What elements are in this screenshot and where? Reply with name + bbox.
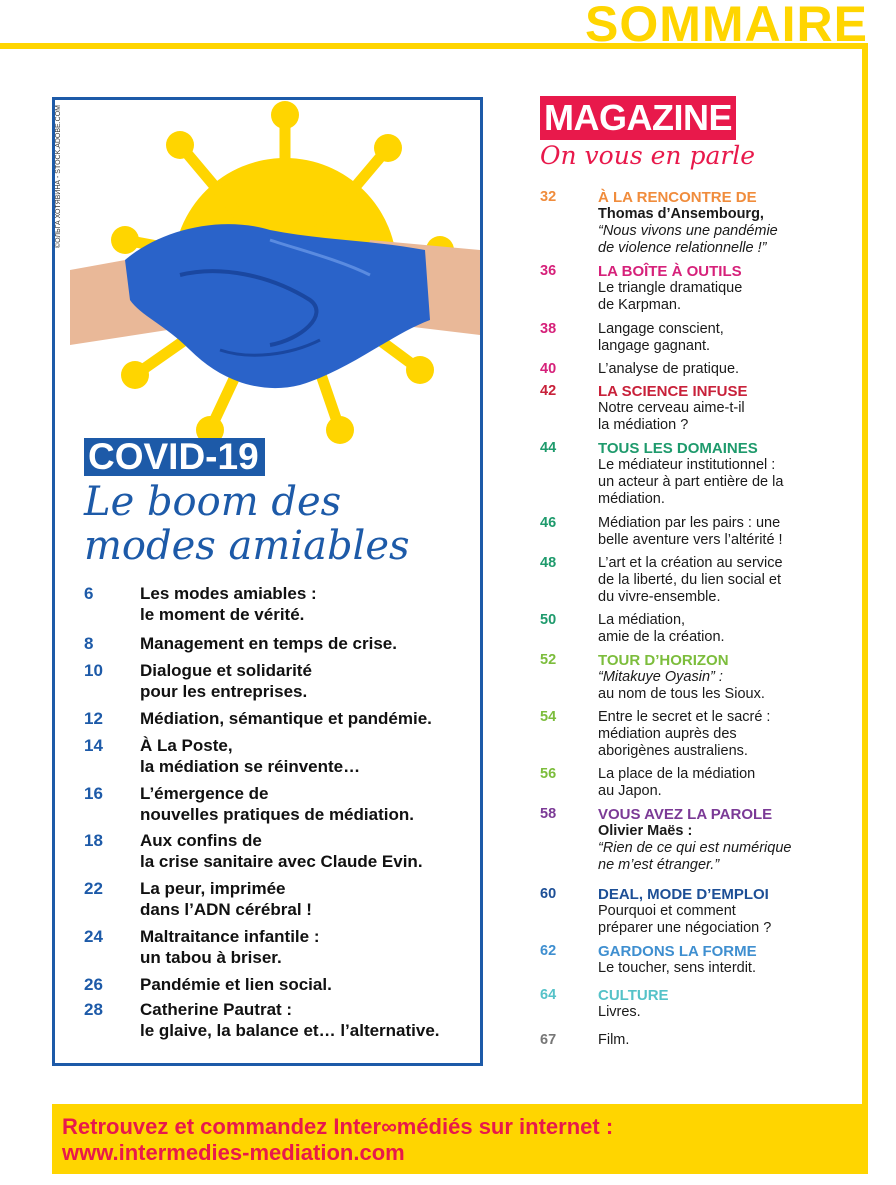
toc-entry-title xyxy=(140,660,480,702)
toc-entry-line: Le toucher, sens interdit. xyxy=(598,960,756,976)
covid-toc-entry[interactable] xyxy=(84,830,484,872)
toc-entry-line: Notre cerveau aime-t-il xyxy=(598,400,745,416)
toc-entry-title xyxy=(140,974,480,995)
toc-entry-line: Pourquoi et comment xyxy=(598,903,736,919)
covid-toc-entry[interactable] xyxy=(84,660,484,702)
toc-entry-line: Olivier Maës : xyxy=(598,823,693,839)
toc-entry-line: La médiation, xyxy=(598,612,686,628)
toc-entry-line: Management en temps de crise. xyxy=(140,634,397,653)
magazine-toc-entry[interactable] xyxy=(540,806,860,874)
magazine-toc-entry[interactable] xyxy=(540,886,860,937)
toc-entry-body xyxy=(598,321,860,355)
toc-entry-line: nouvelles pratiques de médiation. xyxy=(140,805,414,824)
toc-page-number: 6 xyxy=(84,584,94,603)
magazine-toc-entry[interactable] xyxy=(540,440,860,508)
covid-toc-entry[interactable] xyxy=(84,926,484,968)
toc-page-number: 62 xyxy=(540,943,557,959)
toc-section-heading: CULTURE xyxy=(598,987,669,1004)
magazine-subtitle: On vous en parle xyxy=(540,141,756,170)
toc-page-number: 54 xyxy=(540,709,557,725)
toc-entry-line: du vivre-ensemble. xyxy=(598,589,721,605)
toc-page-number: 36 xyxy=(540,263,557,279)
covid-toc-entry[interactable] xyxy=(84,878,484,920)
toc-page-number: 38 xyxy=(540,321,557,337)
toc-entry-body xyxy=(598,1032,860,1049)
covid-toc-entry[interactable] xyxy=(84,999,484,1041)
toc-entry-title xyxy=(140,783,480,825)
toc-page-number: 22 xyxy=(84,879,103,898)
toc-entry-body xyxy=(598,612,860,646)
toc-entry-body xyxy=(598,886,860,937)
toc-entry-body xyxy=(598,709,860,760)
magazine-toc-entry[interactable] xyxy=(540,263,860,314)
toc-page-number: 46 xyxy=(540,515,557,531)
toc-entry-line: préparer une négociation ? xyxy=(598,920,772,936)
toc-entry-body xyxy=(598,555,860,606)
toc-entry-line: au Japon. xyxy=(598,783,662,799)
magazine-label: MAGAZINE xyxy=(540,96,736,140)
toc-entry-body xyxy=(598,515,860,549)
toc-entry-line: la médiation se réinvente… xyxy=(140,757,361,776)
toc-entry-line: L’art et la création au service xyxy=(598,555,783,571)
toc-entry-line: Catherine Pautrat : xyxy=(140,1000,293,1019)
toc-section-heading: DEAL, MODE D’EMPLOI xyxy=(598,886,769,903)
magazine-toc-entry[interactable] xyxy=(540,515,860,549)
toc-entry-line: Aux confins de xyxy=(140,831,262,850)
toc-page-number: 14 xyxy=(84,736,103,755)
covid-subtitle-line: Le boom des xyxy=(84,479,342,525)
toc-page-number: 64 xyxy=(540,987,557,1003)
toc-page-number: 12 xyxy=(84,709,103,728)
virus-handshake-illustration xyxy=(70,100,480,445)
covid-toc-entry[interactable] xyxy=(84,735,484,777)
toc-entry-line: médiation. xyxy=(598,491,665,507)
toc-entry-line: “Rien de ce qui est numérique xyxy=(598,840,792,856)
toc-entry-body xyxy=(598,189,860,257)
magazine-toc-entry[interactable] xyxy=(540,555,860,606)
toc-entry-line: belle aventure vers l’altérité ! xyxy=(598,532,783,548)
covid-toc-entry[interactable] xyxy=(84,708,484,729)
toc-entry-line: un tabou à briser. xyxy=(140,948,282,967)
toc-page-number: 50 xyxy=(540,612,557,628)
toc-entry-title xyxy=(140,583,480,625)
toc-entry-line: “Nous vivons une pandémie xyxy=(598,223,778,239)
toc-entry-line: Thomas d’Ansembourg, xyxy=(598,206,764,222)
toc-entry-line: Pandémie et lien social. xyxy=(140,975,332,994)
toc-page-number: 67 xyxy=(540,1032,557,1048)
toc-entry-line: L’analyse de pratique. xyxy=(598,361,740,377)
toc-entry-body xyxy=(598,943,860,977)
toc-entry-line: dans l’ADN cérébral ! xyxy=(140,900,312,919)
photo-credit xyxy=(55,105,67,305)
magazine-toc-entry[interactable] xyxy=(540,383,860,434)
toc-entry-line: de la liberté, du lien social et xyxy=(598,572,781,588)
toc-entry-title xyxy=(140,878,480,920)
magazine-toc-entry[interactable] xyxy=(540,612,860,646)
footer-text: Retrouvez et commandez Inter∞médiés sur internet : xyxy=(62,1114,614,1139)
toc-entry-line: un acteur à part entière de la xyxy=(598,474,784,490)
magazine-toc-entry[interactable] xyxy=(540,987,860,1021)
magazine-toc-entry[interactable] xyxy=(540,766,860,800)
covid-subtitle-line: modes amiables xyxy=(84,523,410,569)
toc-page-number: 40 xyxy=(540,361,557,377)
photo-credit-text: ©ОЛЬГА ХОТЯВИНА - STOCK.ADOBE.COM xyxy=(55,105,62,249)
magazine-toc-entry[interactable] xyxy=(540,943,860,977)
toc-entry-body xyxy=(598,361,860,378)
toc-entry-title xyxy=(140,830,480,872)
toc-entry-line: Entre le secret et le sacré : xyxy=(598,709,771,725)
toc-entry-line: de violence relationnelle !” xyxy=(598,240,767,256)
toc-entry-body xyxy=(598,652,860,703)
toc-entry-line: ne m’est étranger.” xyxy=(598,857,720,873)
toc-entry-line: Langage conscient, xyxy=(598,321,724,337)
magazine-toc-entry[interactable] xyxy=(540,361,860,378)
toc-entry-line: “Mitakuye Oyasin” : xyxy=(598,669,723,685)
toc-entry-body xyxy=(598,383,860,434)
toc-entry-line: La place de la médiation xyxy=(598,766,756,782)
toc-section-heading: VOUS AVEZ LA PAROLE xyxy=(598,806,773,823)
covid-label: COVID-19 xyxy=(84,438,265,476)
toc-page-number: 26 xyxy=(84,975,103,994)
toc-entry-line: L’émergence de xyxy=(140,784,269,803)
toc-entry-body xyxy=(598,806,860,874)
toc-entry-line: Livres. xyxy=(598,1004,641,1020)
toc-page-number: 56 xyxy=(540,766,557,782)
magazine-toc-entry[interactable] xyxy=(540,321,860,355)
magazine-toc-entry[interactable] xyxy=(540,709,860,760)
toc-entry-body xyxy=(598,987,860,1021)
toc-entry-line: Film. xyxy=(598,1032,630,1048)
toc-page-number: 28 xyxy=(84,1000,103,1019)
toc-page-number: 18 xyxy=(84,831,103,850)
toc-entry-title xyxy=(140,926,480,968)
covid-toc-entry[interactable] xyxy=(84,974,484,995)
toc-entry-line: Dialogue et solidarité xyxy=(140,661,312,680)
toc-page-number: 42 xyxy=(540,383,557,399)
toc-entry-title xyxy=(140,708,480,729)
covid-toc-entry[interactable] xyxy=(84,783,484,825)
toc-entry-line: au nom de tous les Sioux. xyxy=(598,686,765,702)
toc-entry-body xyxy=(598,263,860,314)
toc-section-heading: LA SCIENCE INFUSE xyxy=(598,383,748,400)
toc-entry-line: le glaive, la balance et… l’alternative. xyxy=(140,1021,440,1040)
toc-entry-line: pour les entreprises. xyxy=(140,682,308,701)
toc-entry-line: le moment de vérité. xyxy=(140,605,305,624)
toc-page-number: 16 xyxy=(84,784,103,803)
toc-entry-line: Le triangle dramatique xyxy=(598,280,743,296)
toc-entry-body xyxy=(598,440,860,508)
footer-website-link[interactable]: www.intermedies-mediation.com xyxy=(62,1140,405,1165)
toc-entry-line: amie de la création. xyxy=(598,629,725,645)
covid-toc-entry[interactable] xyxy=(84,633,484,654)
toc-section-heading: TOUR D’HORIZON xyxy=(598,652,729,669)
toc-entry-title xyxy=(140,999,480,1041)
toc-page-number: 52 xyxy=(540,652,557,668)
magazine-toc-entry[interactable] xyxy=(540,1032,860,1049)
toc-entry-line: À La Poste, xyxy=(140,736,233,755)
magazine-toc-entry[interactable] xyxy=(540,189,860,257)
covid-subtitle xyxy=(84,480,410,568)
toc-entry-line: La peur, imprimée xyxy=(140,879,286,898)
toc-section-heading: GARDONS LA FORME xyxy=(598,943,757,960)
toc-page-number: 32 xyxy=(540,189,557,205)
toc-page-number: 24 xyxy=(84,927,103,946)
toc-page-number: 60 xyxy=(540,886,557,902)
toc-entry-title xyxy=(140,633,480,654)
toc-entry-line: Maltraitance infantile : xyxy=(140,927,320,946)
toc-entry-line: langage gagnant. xyxy=(598,338,711,354)
header-rule-right xyxy=(862,43,868,1105)
covid-toc-entry[interactable] xyxy=(84,583,484,625)
toc-entry-body xyxy=(598,766,860,800)
toc-entry-line: la médiation ? xyxy=(598,417,689,433)
toc-entry-line: la crise sanitaire avec Claude Evin. xyxy=(140,852,423,871)
toc-entry-line: de Karpman. xyxy=(598,297,682,313)
page-title: SOMMAIRE xyxy=(585,0,868,52)
toc-section-heading: TOUS LES DOMAINES xyxy=(598,440,758,457)
toc-entry-line: Médiation par les pairs : une xyxy=(598,515,781,531)
toc-page-number: 58 xyxy=(540,806,557,822)
toc-page-number: 44 xyxy=(540,440,557,456)
toc-section-heading: À LA RENCONTRE DE xyxy=(598,189,757,206)
toc-entry-line: Le médiateur institutionnel : xyxy=(598,457,776,473)
toc-page-number: 8 xyxy=(84,634,94,653)
toc-entry-line: Les modes amiables : xyxy=(140,584,317,603)
magazine-toc-entry[interactable] xyxy=(540,652,860,703)
toc-entry-line: Médiation, sémantique et pandémie. xyxy=(140,709,432,728)
toc-entry-title xyxy=(140,735,480,777)
toc-page-number: 10 xyxy=(84,661,103,680)
toc-entry-line: aborigènes australiens. xyxy=(598,743,748,759)
toc-entry-line: médiation auprès des xyxy=(598,726,737,742)
toc-page-number: 48 xyxy=(540,555,557,571)
toc-section-heading: LA BOÎTE À OUTILS xyxy=(598,263,742,280)
